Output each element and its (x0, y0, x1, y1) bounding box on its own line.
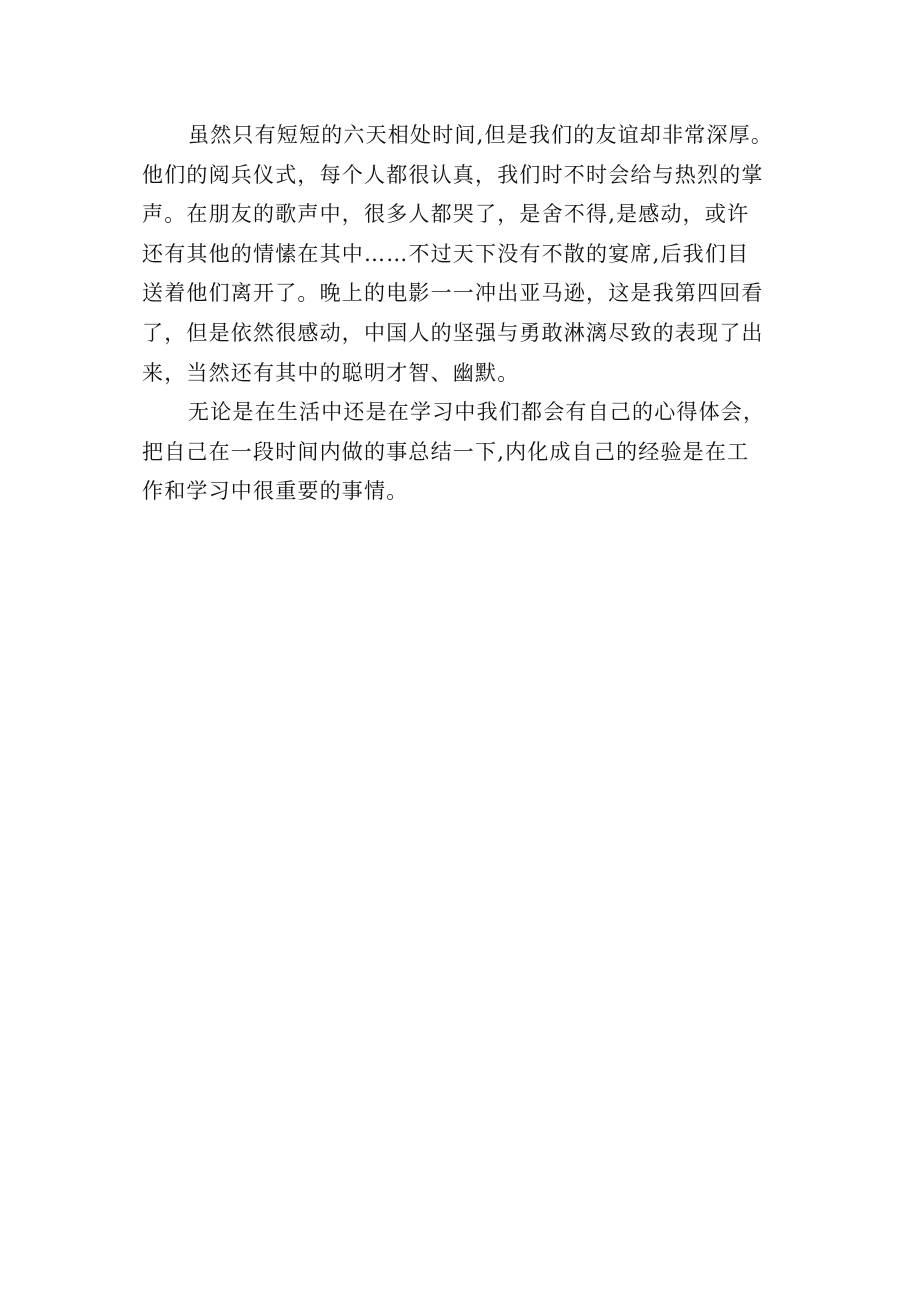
text-line: 他们的阅兵仪式，每个人都很认真，我们时不时会给与热烈的掌 (142, 162, 764, 187)
text-line: 把自己在一段时间内做的事总结一下,内化成自己的经验是在工 (142, 439, 750, 464)
text-line: 作和学习中很重要的事情。 (142, 479, 409, 504)
text-line: 虽然只有短短的六天相处时间,但是我们的友谊却非常深厚。 (188, 123, 774, 147)
text-line: 来，当然还有其中的聪明才智、幽默。 (142, 360, 520, 385)
text-line: 声。在朋友的歌声中，很多人都哭了，是舍不得,是感动，或许 (142, 202, 750, 227)
text-line: 了，但是依然很感动，中国人的坚强与勇敢淋漓尽致的表现了出 (142, 320, 764, 345)
text-line: 无论是在生活中还是在学习中我们都会有自己的心得体会， (188, 400, 766, 425)
text-line: 送着他们离开了。晚上的电影一一冲出亚马逊，这是我第四回看 (142, 281, 764, 306)
paragraph (142, 116, 782, 393)
document-body (142, 116, 782, 512)
paragraph (142, 393, 782, 512)
text-line: 还有其他的情愫在其中……不过天下没有不散的宴席,后我们目 (142, 241, 750, 266)
